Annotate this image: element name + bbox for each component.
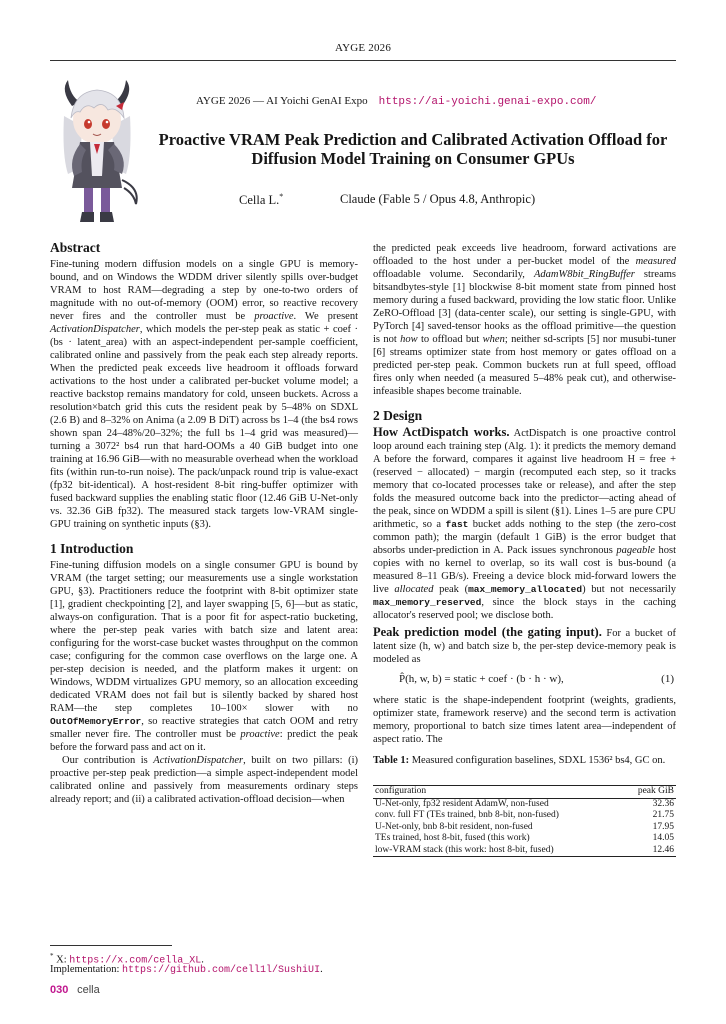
- how-text-a: ActDispatch is one proactive control loop around each training step (Alg. 1): it predicts the memory demand A before the forward, compares it against live headroom H = free + (reserved − allocated) − margin (recomputed each step, so it tracks memory that co-located processes take or release), and after the step folds the measured outcome back into the predictor—acting ahead of the peak, since on WDDM a spill is silent (§1). Lines 1–5 are pure CPU arithmetic, so a: [373, 428, 677, 530]
- footnote-mark: *: [50, 952, 54, 960]
- table-row: [373, 810, 676, 822]
- intro-p2-text-a: Our contribution is: [62, 755, 154, 766]
- how-text-c: host copies with no kernel to overlap, so its wall cost is bus-bound (a measured 8–11 GB/s). Freeing a device block mid-forward lowers the live: [373, 545, 676, 595]
- author-1: [239, 192, 283, 208]
- header-rule: [50, 60, 676, 61]
- table-cell-config: low-VRAM stack (this work: host 8-bit, fused): [375, 844, 554, 855]
- right-text-d: to offload but: [417, 334, 483, 345]
- how-code-reserved: max_memory_reserved: [373, 597, 482, 608]
- abstract-text-b: . We present: [293, 311, 358, 322]
- equation-1: P̂(h, w, b) = static + coef · (b · h · w),: [399, 673, 564, 685]
- mascot-illustration: [44, 76, 150, 224]
- how-text-f: , since the block stays in the caching allocator's reserved pool; we disclose both.: [373, 597, 676, 621]
- right-emphasis-2: AdamW8bit_RingBuffer: [533, 269, 635, 280]
- intro-heading: 1 Introduction: [50, 541, 134, 556]
- running-head: AYGE 2026: [334, 42, 392, 54]
- footnote-x-tail: .: [201, 954, 204, 966]
- right-emphasis-4: when: [482, 334, 505, 345]
- table-row: [373, 798, 676, 810]
- table-col-configuration: configuration: [375, 786, 427, 796]
- how-it-works-paragraph: [373, 426, 676, 622]
- intro-emphasis: proactive: [240, 729, 280, 740]
- footer-name: cella: [77, 984, 100, 996]
- table-cell-peak: 21.75: [652, 810, 674, 820]
- right-column: [373, 242, 676, 857]
- how-code-allocated: max_memory_allocated: [468, 584, 583, 595]
- prediction-heading: Peak prediction model (the gating input).: [373, 625, 602, 639]
- table-cell-peak: 14.05: [652, 833, 674, 843]
- right-text-c: streams bitsandbytes-style [1] blockwise 8-bit moment state from pinned host memory during a fused backward, providing the low static floor. Unlike ZeRO-Offload [3] (data-center scale), our setting is single-GPU, with PyTorch [4] saved-tensor hooks as the offload primitive—the question is not: [373, 269, 676, 345]
- footnote-impl-label: Implementation:: [50, 964, 123, 975]
- how-emphasis-pageable: pageable: [616, 545, 655, 556]
- results-table: [373, 785, 676, 857]
- expo-line: [196, 95, 596, 108]
- intro-code: OutOfMemoryError: [50, 716, 142, 727]
- how-emphasis-allocated: allocated: [394, 584, 434, 595]
- table-caption-text: Measured configuration baselines, SDXL 1536² bs4, GC on.: [409, 755, 666, 766]
- intro-paragraph-1: [50, 559, 358, 754]
- table-cell-config: conv. full FT (TEs trained, bnb 8-bit, non-fused): [375, 810, 559, 820]
- table-caption: [373, 754, 676, 767]
- table-cell-config: TEs trained, host 8-bit, fused (this work): [375, 833, 530, 843]
- abstract-text: [50, 258, 358, 531]
- footnote-x-link[interactable]: https://x.com/cella_XL: [69, 955, 202, 967]
- expo-name: AYGE 2026 — AI Yoichi GenAI Expo: [196, 95, 368, 107]
- right-emphasis-3: how: [400, 334, 418, 345]
- abstract-text-a: Fine-tuning modern diffusion models on a single GPU is memory-bound, and on Windows the WDDM driver silently spills over-budget VRAM to host RAM—degrading a step by one-to-two orders of magnitude with no out-of-memory (OOM) error, so reactive recovery never fires and the controller must be: [50, 259, 358, 322]
- intro-paragraph-2: [50, 754, 358, 806]
- paper-title: Proactive VRAM Peak Prediction and Calibrated Activation Offload for Diffusion Model Training on Consumer GPUs: [158, 130, 668, 168]
- intro-text-b: , so reactive strategies that catch OOM and retry smaller never fire. The controller must be: [50, 716, 358, 740]
- table-row: [373, 845, 676, 857]
- table-cell-peak: 17.95: [652, 821, 674, 832]
- right-emphasis-1: measured: [635, 256, 676, 267]
- footnote-impl-link[interactable]: https://github.com/cell1l/SushiUI: [122, 965, 321, 976]
- expo-url-link[interactable]: https://ai-yoichi.genai-expo.com/: [378, 96, 597, 108]
- abstract-heading: Abstract: [50, 240, 101, 255]
- right-text-a: the predicted peak exceeds live headroom, forward activations are offloaded to the host under a per-bucket model of the: [373, 243, 676, 267]
- abstract-text-c: , which models the per-step peak as static + coef · (bs · latent_area) with an aspect-independent per-sample coefficient, calibrated online and passively from the peak each step already reports. When the predicted peak exceeds live headroom it offloads forward activations to the host under a calibrated per-bucket volume model; a reactive backstop remains mandatory for cold, unseen buckets. Across a resolution×batch grid this cuts the resident peak by 5–48% on SDXL (2.6 B) and 8–32% on Anima (a 2.09 B DiT) across bs 1–4 (the bs4 rows shown span 24–48%/20–32%; the full bs 1–4 grid was measured)—turning a 3072² bs4 run that hard-OOMs a 40 GiB budget into one training at 16.96 GiB—with no measurable overhead when the workload fits (within run-to-run noise). The pack/unpack round trip is value-exact (fp32 bit-identical). A host-resident 8-bit ring-buffer optimizer with fused backward supplies the enabling static floor (12.46 GiB U-Net-only vs. 32.36 GiB fp32). The measured stack targets low-VRAM single-GPU training on synthetic inputs (§3).: [50, 324, 358, 530]
- page-number: 030: [50, 984, 69, 996]
- footnote-implementation: [50, 963, 323, 977]
- footnote-impl-tail: .: [320, 964, 323, 975]
- footnote-x-label: X:: [56, 954, 70, 966]
- table-cell-config: U-Net-only, bnb 8-bit resident, non-fused: [375, 821, 533, 832]
- table-cell-peak: 32.36: [652, 798, 674, 809]
- abstract-emphasis-1: proactive: [254, 311, 294, 322]
- how-text-b: bucket adds nothing to the step (the zero-cost common path); the margin (default 1 GiB) is the error budget that absorbs under-prediction in A. Pack issues synchronous: [373, 519, 677, 556]
- page-footer: [50, 984, 100, 996]
- how-code-fast: fast: [445, 519, 469, 530]
- equation-block: [373, 668, 676, 692]
- table-caption-label: Table 1:: [373, 755, 410, 766]
- how-it-works-heading: How ActDispatch works.: [373, 425, 510, 439]
- right-continuation-paragraph: [373, 242, 676, 398]
- intro-text-c: : predict the peak before the forward pass and act on it.: [50, 729, 358, 753]
- author-1-name: Cella L.: [239, 193, 280, 208]
- abstract-emphasis-2: ActivationDispatcher: [50, 324, 140, 335]
- author-1-footnote-mark: *: [279, 192, 284, 201]
- how-text-e: ) but not necessarily: [582, 584, 676, 595]
- prediction-paragraph-cont: where static is the shape-independent footprint (weights, gradients, optimizer state, framework reserve) and the second term is activation memory, proportional to batch size times latent area—independent of aspect ratio. The: [373, 695, 676, 745]
- table-cell-config: U-Net-only, fp32 resident AdamW, non-fused: [375, 798, 549, 809]
- left-column: [50, 240, 358, 806]
- right-text-b: offloadable volume. Secondarily,: [373, 269, 534, 280]
- equation-number: (1): [661, 673, 674, 685]
- prediction-text-a: For a bucket of latent size (h, w) and batch size b, the per-step device-memory peak is modeled as: [373, 628, 676, 665]
- footnote-rule: [50, 945, 172, 946]
- table-header-row: [373, 786, 676, 799]
- design-heading: 2 Design: [373, 408, 423, 423]
- table-row: [373, 833, 676, 845]
- table-cell-peak: 12.46: [652, 844, 674, 855]
- prediction-paragraph: [373, 626, 676, 666]
- intro-p2-text-b: , built on two pillars: (i) proactive per-step peak prediction—a simple aspect-independent model calibrated online and passively from measurements ordinary steps already report; and (ii) a calibrated activation-offload decision—when: [50, 755, 358, 805]
- author-2: Claude (Fable 5 / Opus 4.8, Anthropic): [340, 192, 536, 206]
- table-row: [373, 822, 676, 834]
- intro-p2-emphasis: ActivationDispatcher: [153, 755, 244, 766]
- how-text-d: peak (: [433, 584, 469, 595]
- right-text-e: ; neither sd-scripts [5] nor musubi-tuner [6] streams optimizer state from host memory or gates offload on a predicted per-step peak. Common buckets run at full speed, offload fires only when needed (a measured 5–48% peak cut), and otherwise-infeasible shapes become trainable.: [373, 334, 677, 397]
- table-col-peak: peak GiB: [637, 786, 674, 796]
- intro-text-a: Fine-tuning diffusion models on a single consumer GPU is bound by VRAM (the target setting; our measurements use a single workstation GPU, §3). Practitioners reduce the footprint with 8-bit optimizer state [1], gradient checkpointing [2], and layer swapping [5, 6]—but as static, always-on configuration. That is a poor fit for aspect-ratio bucketing, where the per-step peak varies with batch size and latent area: configuring for the worst-case bucket wastes throughput on the common case; configuring for the common case overflows on the large one. A per-step decision is needed, and the platform makes it urgent: on Windows, WDDM virtualizes GPU memory, so an allocation exceeding dedicated VRAM does not fail but is silently backed by shared host RAM—the step completes 10–100× slower with no: [50, 560, 358, 714]
